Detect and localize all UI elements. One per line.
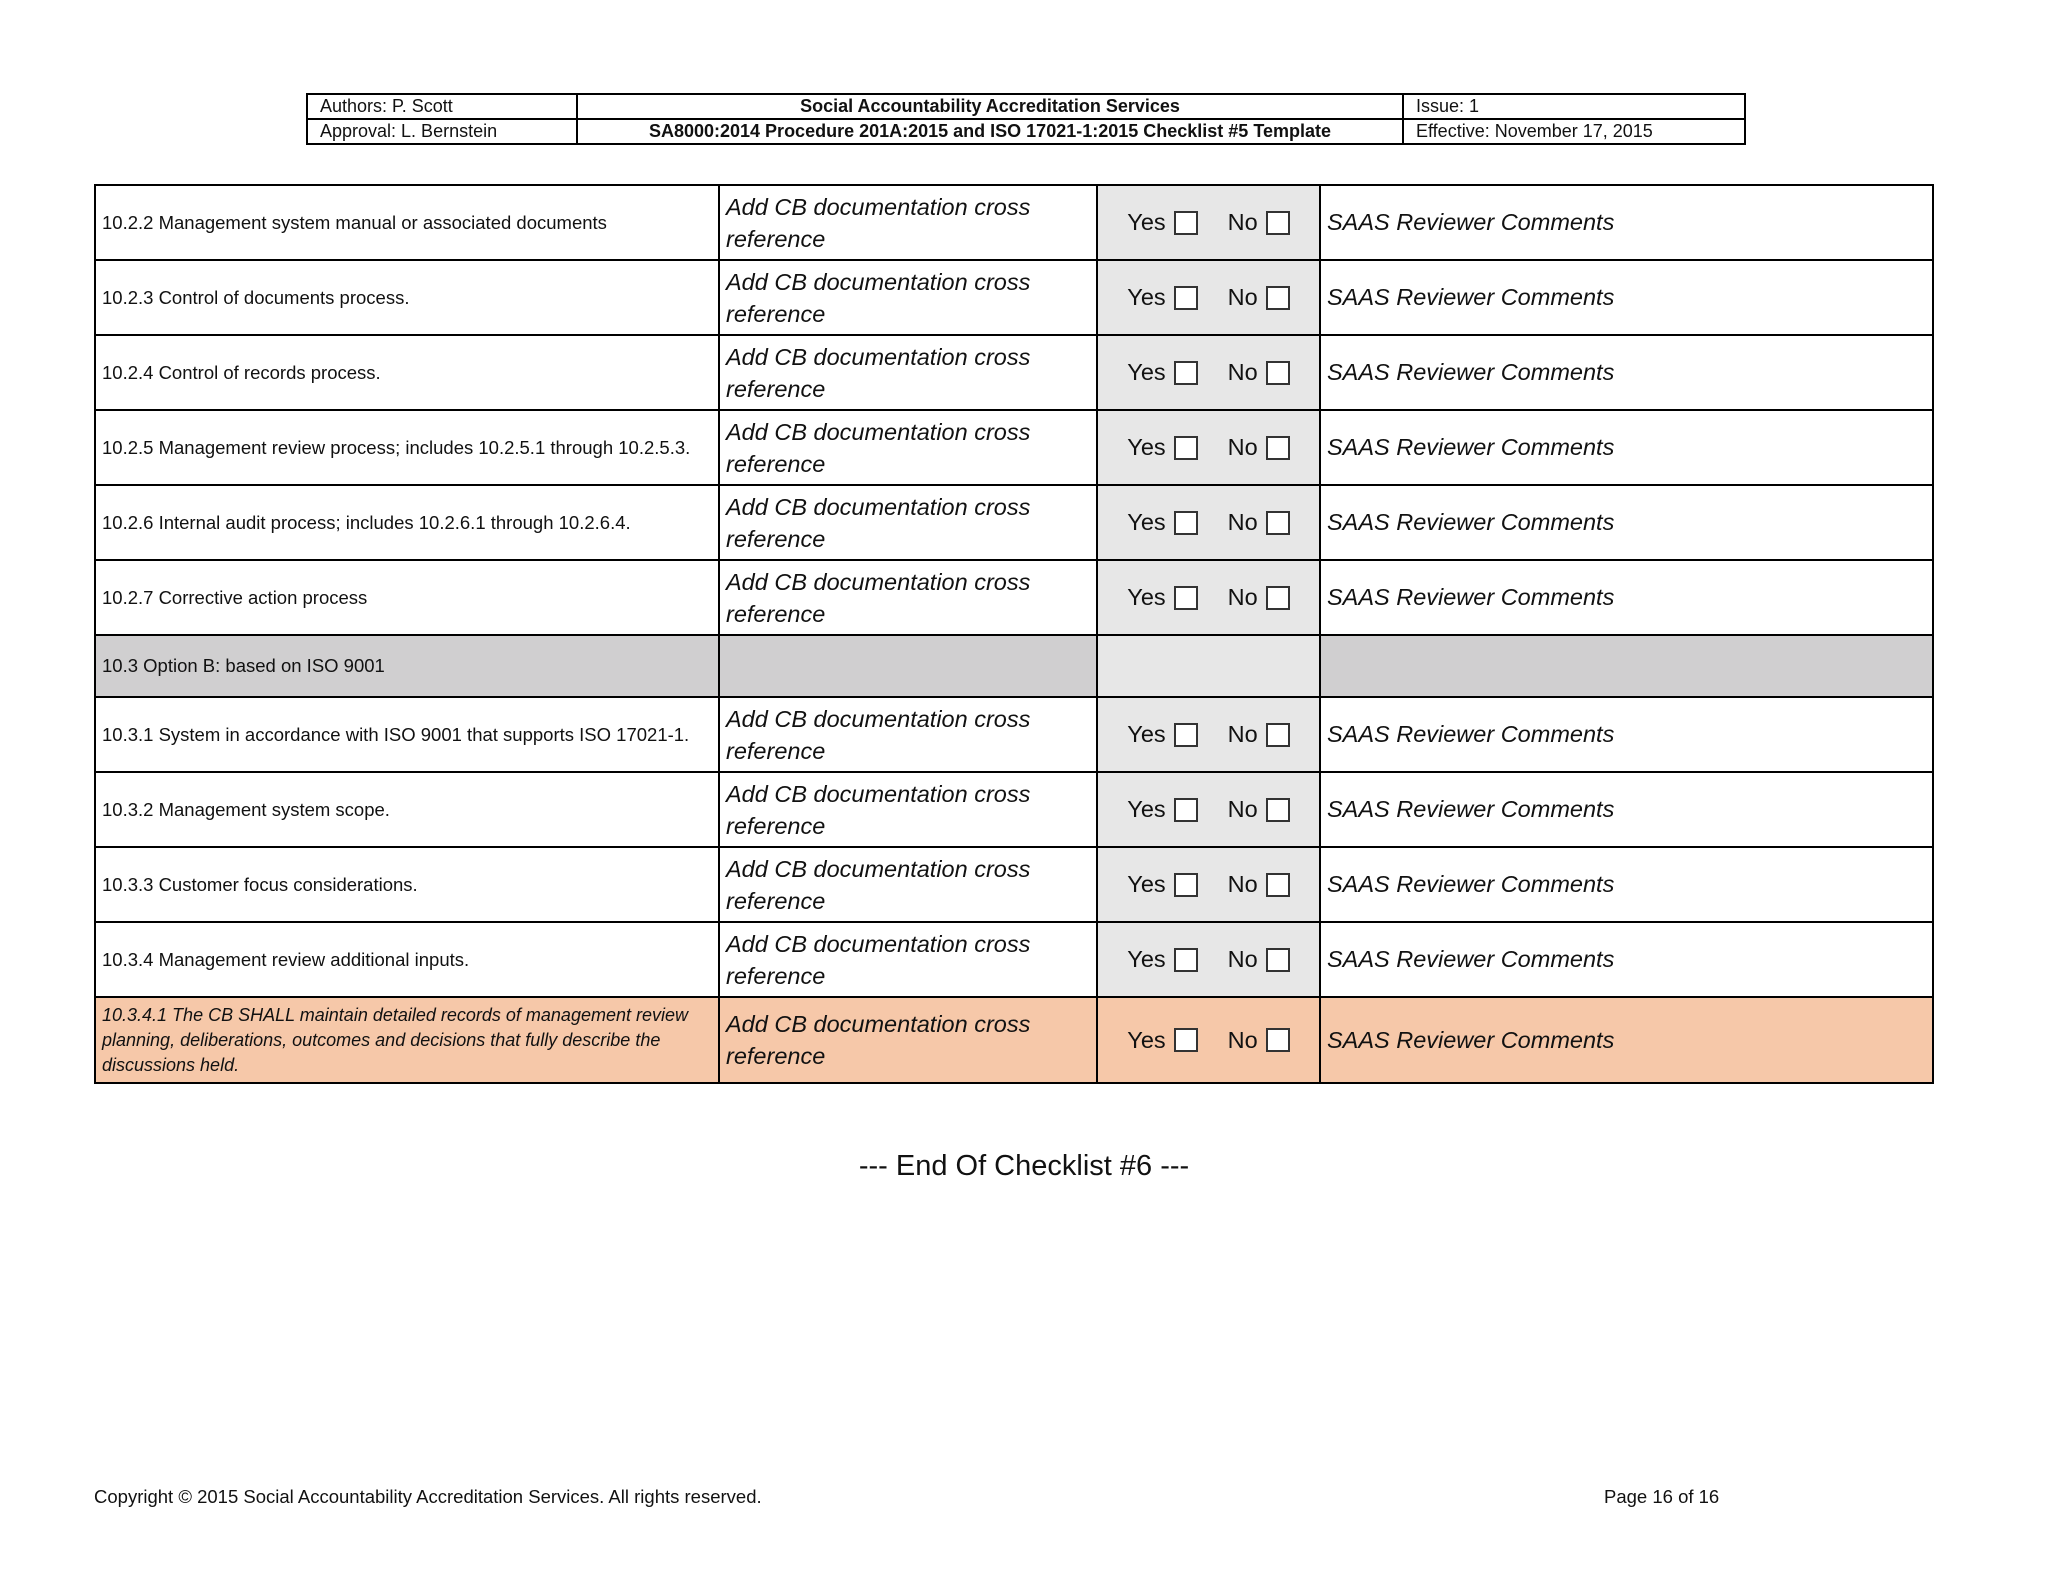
yes-checkbox[interactable] [1174,586,1198,610]
no-label: No [1227,871,1258,897]
no-checkbox[interactable] [1266,286,1290,310]
yes-checkbox[interactable] [1174,436,1198,460]
effective-date-cell: Effective: November 17, 2015 [1403,119,1745,144]
no-checkbox[interactable] [1266,361,1290,385]
no-checkbox[interactable] [1266,211,1290,235]
issue-cell: Issue: 1 [1403,94,1745,119]
cb-reference-field[interactable]: Add CB documentation cross reference [719,335,1097,410]
no-checkbox[interactable] [1266,436,1290,460]
yes-checkbox[interactable] [1174,361,1198,385]
no-option[interactable] [1228,434,1290,461]
table-row [95,847,1933,922]
reviewer-comments-field[interactable]: SAAS Reviewer Comments [1320,485,1933,560]
no-option[interactable] [1228,796,1290,823]
no-label: No [1227,1026,1258,1053]
yes-checkbox[interactable] [1174,511,1198,535]
cb-reference-field[interactable]: Add CB documentation cross reference [719,260,1097,335]
yes-label: Yes [1127,584,1166,610]
yes-checkbox[interactable] [1174,723,1198,747]
no-checkbox[interactable] [1266,1028,1290,1052]
no-option[interactable] [1228,1027,1290,1054]
yes-checkbox[interactable] [1174,873,1198,897]
requirement-cell: 10.3.4.1 The CB SHALL maintain detailed records of management review planning, deliberations, outcomes and decisions that fully describe the discussions held. [95,997,719,1083]
no-checkbox[interactable] [1266,723,1290,747]
yes-checkbox[interactable] [1174,286,1198,310]
reviewer-comments-field[interactable]: SAAS Reviewer Comments [1320,410,1933,485]
yes-label: Yes [1127,721,1166,747]
table-row [95,260,1933,335]
authors-cell: Authors: P. Scott [307,94,577,119]
no-label: No [1227,509,1258,535]
requirement-cell: 10.2.3 Control of documents process. [95,260,719,335]
table-row [95,335,1933,410]
no-checkbox[interactable] [1266,948,1290,972]
no-option[interactable] [1228,509,1290,536]
yes-checkbox[interactable] [1174,1028,1198,1052]
requirement-cell: 10.2.4 Control of records process. [95,335,719,410]
yes-no-cell [1097,697,1320,772]
requirement-cell: 10.3.4 Management review additional inputs. [95,922,719,997]
yes-option[interactable] [1127,284,1197,311]
table-row [95,185,1933,260]
reviewer-comments-field[interactable]: SAAS Reviewer Comments [1320,185,1933,260]
cb-reference-field[interactable]: Add CB documentation cross reference [719,560,1097,635]
cb-reference-field[interactable]: Add CB documentation cross reference [719,697,1097,772]
requirement-cell: 10.3.3 Customer focus considerations. [95,847,719,922]
section-empty-cell [719,635,1097,697]
reviewer-comments-field[interactable]: SAAS Reviewer Comments [1320,847,1933,922]
yes-no-cell [1097,335,1320,410]
yes-label: Yes [1127,1026,1166,1053]
yes-no-cell [1097,560,1320,635]
no-option[interactable] [1228,359,1290,386]
no-checkbox[interactable] [1266,511,1290,535]
yes-option[interactable] [1127,584,1197,611]
yes-checkbox[interactable] [1174,211,1198,235]
no-label: No [1227,284,1258,310]
yes-no-cell [1097,260,1320,335]
section-row [95,635,1933,697]
yes-no-cell [1097,847,1320,922]
no-label: No [1227,796,1258,822]
organization-cell: Social Accountability Accreditation Services [577,94,1403,119]
yes-option[interactable] [1127,509,1197,536]
document-title-cell: SA8000:2014 Procedure 201A:2015 and ISO 17021-1:2015 Checklist #5 Template [577,119,1403,144]
no-option[interactable] [1228,584,1290,611]
no-option[interactable] [1228,721,1290,748]
yes-label: Yes [1127,209,1166,235]
yes-option[interactable] [1127,721,1197,748]
no-option[interactable] [1228,209,1290,236]
yes-no-cell [1097,922,1320,997]
cb-reference-field[interactable]: Add CB documentation cross reference [719,772,1097,847]
page-number: Page 16 of 16 [1604,1486,1720,1507]
table-row [95,772,1933,847]
yes-label: Yes [1127,434,1166,460]
table-row [95,410,1933,485]
no-option[interactable] [1228,871,1290,898]
yes-option[interactable] [1127,1027,1197,1054]
yes-label: Yes [1127,946,1166,972]
cb-reference-field[interactable]: Add CB documentation cross reference [719,185,1097,260]
cb-reference-field[interactable]: Add CB documentation cross reference [719,997,1097,1083]
highlighted-row [95,997,1933,1083]
reviewer-comments-field[interactable]: SAAS Reviewer Comments [1320,772,1933,847]
approval-cell: Approval: L. Bernstein [307,119,577,144]
cb-reference-field[interactable]: Add CB documentation cross reference [719,410,1097,485]
yes-label: Yes [1127,871,1166,897]
no-checkbox[interactable] [1266,873,1290,897]
requirement-cell: 10.2.6 Internal audit process; includes 10.2.6.1 through 10.2.6.4. [95,485,719,560]
reviewer-comments-field[interactable]: SAAS Reviewer Comments [1320,260,1933,335]
reviewer-comments-field[interactable]: SAAS Reviewer Comments [1320,997,1933,1083]
yes-option[interactable] [1127,209,1197,236]
end-of-checklist-note: --- End Of Checklist #6 --- [858,1150,1190,1182]
section-title: 10.3 Option B: based on ISO 9001 [95,635,719,697]
no-label: No [1227,209,1258,235]
requirement-cell: 10.2.7 Corrective action process [95,560,719,635]
table-row [95,485,1933,560]
section-empty-cell [1320,635,1933,697]
yes-option[interactable] [1127,946,1197,973]
yes-option[interactable] [1127,871,1197,898]
yes-no-cell [1097,485,1320,560]
yes-no-cell [1097,772,1320,847]
no-label: No [1227,584,1258,610]
no-label: No [1227,434,1258,460]
table-row [95,697,1933,772]
no-label: No [1227,359,1258,385]
no-option[interactable] [1228,946,1290,973]
copyright-notice: Copyright © 2015 Social Accountability Accreditation Services. All rights reserved. [94,1486,762,1507]
yes-label: Yes [1127,284,1166,310]
yes-option[interactable] [1127,796,1197,823]
yes-no-cell [1097,410,1320,485]
requirement-cell: 10.3.1 System in accordance with ISO 9001 that supports ISO 17021-1. [95,697,719,772]
yes-option[interactable] [1127,359,1197,386]
requirement-cell: 10.2.2 Management system manual or associated documents [95,185,719,260]
yes-label: Yes [1127,509,1166,535]
yes-label: Yes [1127,359,1166,385]
yes-no-cell [1097,997,1320,1083]
cb-reference-field[interactable]: Add CB documentation cross reference [719,485,1097,560]
cb-reference-field[interactable]: Add CB documentation cross reference [719,847,1097,922]
yes-option[interactable] [1127,434,1197,461]
reviewer-comments-field[interactable]: SAAS Reviewer Comments [1320,922,1933,997]
reviewer-comments-field[interactable]: SAAS Reviewer Comments [1320,697,1933,772]
reviewer-comments-field[interactable]: SAAS Reviewer Comments [1320,335,1933,410]
document-header [306,93,1746,145]
yes-no-cell [1097,185,1320,260]
reviewer-comments-field[interactable]: SAAS Reviewer Comments [1320,560,1933,635]
no-checkbox[interactable] [1266,586,1290,610]
yes-label: Yes [1127,796,1166,822]
yes-checkbox[interactable] [1174,798,1198,822]
yes-checkbox[interactable] [1174,948,1198,972]
no-option[interactable] [1228,284,1290,311]
no-label: No [1227,721,1258,747]
table-row [95,560,1933,635]
no-checkbox[interactable] [1266,798,1290,822]
section-empty-cell [1097,635,1320,697]
table-row [95,922,1933,997]
checklist-table [94,184,1934,1084]
no-label: No [1227,946,1258,972]
requirement-cell: 10.2.5 Management review process; includes 10.2.5.1 through 10.2.5.3. [95,410,719,485]
cb-reference-field[interactable]: Add CB documentation cross reference [719,922,1097,997]
requirement-cell: 10.3.2 Management system scope. [95,772,719,847]
